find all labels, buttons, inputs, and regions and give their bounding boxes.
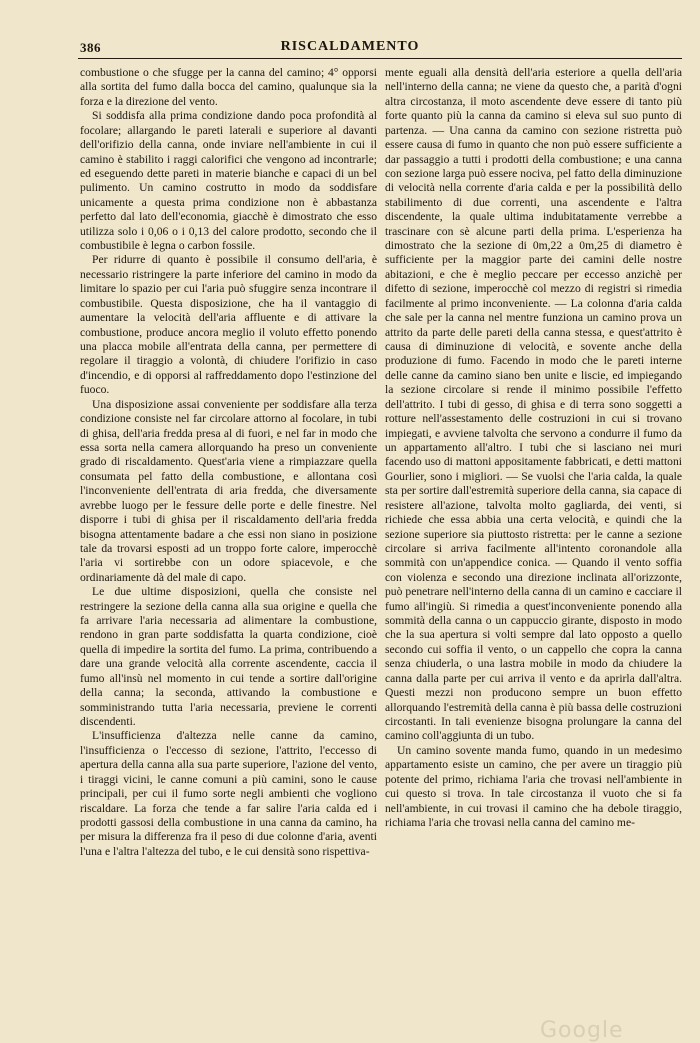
running-title: RISCALDAMENTO xyxy=(280,39,420,54)
paragraph: Una disposizione assai conveniente per soddisfare alla terza condizione consiste nel far circolare attorno al focolare, in tubi di ghisa, dell'aria fredda presa al di fuori, e nel far in modo che essa sorta nella camera allorquando ha preso un conveniente grado di riscaldamento. Quest'aria viene a rimpiazzare quella consumata pel fatto della combustione, e allontana così l'inconveniente dell'entrata di aria fredda, che diversamente avrebbe luogo per le fessure delle porte e delle finestre. Nel disporre i tubi di ghisa per il riscaldamento dell'aria fredda bisogna attentamente badare a che essi non siano in posizione tale da trovarsi esposti ad un troppo forte calore, imperocchè l'aria vi sortirebbe con un odore spiacevole, e che ordinariamente dà del male di capo. xyxy=(80,397,377,584)
paragraph: Un camino sovente manda fumo, quando in un medesimo appartamento esiste un camino, che per avere un tiraggio più potente del primo, richiama l'aria che trovasi nell'ambiente in cui questo si trova. In tale circostanza il vuoto che si fa nell'ambiente, in cui trovasi il camino che ha debole tiraggio, richiama l'aria che trovasi nella canna del camino me- xyxy=(385,743,682,829)
paragraph: Si soddisfa alla prima condizione dando poca profondità al focolare; allargando le pareti laterali e superiore al davanti dell'orifizio della canna, onde inviare nell'ambiente in cui il camino è stabilito i raggi calorifici che vengono ad incontrarle; ed eseguendo dette pareti in materie bianche e capaci di un bel pulimento. Un camino costrutto in modo da soddisfare unicamente a questa prima condizione non è abbastanza perfetto dal lato dell'economia, giacchè è dimostrato che esso utilizza solo i 0,06 o i 0,13 del calore prodotto, secondo che il combustibile è legna o carbon fossile. xyxy=(80,109,377,253)
paragraph: L'insufficienza d'altezza nelle canne da camino, l'insufficienza o l'eccesso di sezione, l'attrito, l'eccesso di apertura della canna alla sua parte superiore, l'azione del vento, i tiraggi vicini, le canne comuni a più camini, sono le cause principali, per cui il fumo sorte negli ambienti che vogliono riscaldare. La forza che tende a far salire l'aria calda ed i prodotti gassosi della combustione in una canna da camino, ha per misura la differenza fra il peso di due colonne d'aria, aventi l'una e l'altra l'altezza del tubo, e le cui densità sono rispettiva- xyxy=(80,729,377,858)
paragraph: combustione o che sfugge per la canna del camino; 4° opporsi alla sortita del fumo dalla bocca del camino, qualunque sia la forza e la direzione del vento. xyxy=(80,66,377,108)
paragraph: Per ridurre di quanto è possibile il consumo dell'aria, è necessario ristringere la parte inferiore del camino in modo da limitare lo spazio per cui l'aria può sfuggire senza incontrare il combustibile. Questa disposizione, che ha il vantaggio di aumentare la velocità dell'aria affluente e di attivare la combustione, produce ancora meglio il voluto effetto ponendo una placca mobile all'entrata della canna, per permettere di regolare il tiraggio a volontà, di chiudere l'orifizio in caso d'incendio, e di opporsi al raffreddamento dopo l'estinzione del fuoco. xyxy=(80,253,377,397)
page-number: 386 xyxy=(80,40,101,55)
watermark: Google xyxy=(540,1018,624,1043)
left-column xyxy=(80,66,377,859)
header-rule xyxy=(78,58,682,59)
paragraph: mente eguali alla densità dell'aria esteriore a quella dell'aria nell'interno della canna; ne viene da questo che, a parità d'ogni altra circostanza, il moto ascendente deve essere di tanto più forte quanto più la canna da camino si eleva sul suo punto di partenza. — Una canna da camino con sezione ristretta può essere causa di fumo in quanto che non può essere sufficiente a dar passaggio a tutti i prodotti della combustione; e una canna con sezione larga può essere nociva, pel fatto della diminuzione di velocità nella corrente d'aria calda e per la possibilità dello stabilimento di due correnti, una ascendente e l'altra discendente, la quale ultima indubitatamente verrebbe a trascinare con sè alcune parti della prima. L'esperienza ha dimostrato che la sezione di 0m,22 a 0m,25 di diametro è sufficiente per la maggior parte dei camini delle nostre abitazioni, e che è meglio peccare per eccesso anzichè per difetto di sezione, imperocchè col mezzo di registri si rimedia facilmente al primo inconveniente. — La colonna d'aria calda che sale per la canna nel mentre funziona un camino prova un attrito da parte delle pareti della canna stessa, e quest'attrito è causa di diminuzione di velocità, e sovente anche della produzione di fumo. Facendo in modo che le pareti interne delle canne da camino siano ben unite e liscie, ed impiegando la sezione circolare si rende il minimo possibile l'effetto dell'attrito. I tubi di gesso, di ghisa e di terra sono soggetti a rotture nell'assestamento delle costruzioni in cui si trovano impiegati, e avviene talvolta che servono a condurre il fumo da un appartamento all'altro. I tubi che si lasciano nei muri facendo uso di mattoni appositamente fabbricati, e detti mattoni Gourlier, sono i migliori. — Se vuolsi che l'aria calda, la quale sta per sortire dall'estremità superiore della canna, sia capace di resistere all'azione, talvolta molto gagliarda, dei venti, si richiede che essa abbia una certa velocità, e quindi che la sezione superiore sia piuttosto ristretta: per le canne a sezione circolare si arriva facilmente all'intento coronandole alla sommità con un'appendice conica. — Quando il vento soffia con violenza e secondo una direzione inclinata all'orizzonte, può penetrare nell'interno della canna di un camino e cacciare il fumo all'ingiù. Si rimedia a quest'inconveniente ponendo alla sommità della canna o un cappuccio girante, disposto in modo che la sua apertura si volti sempre dal lato opposto a quello secondo cui soffia il vento, o un cappello che copra la canna senza chiuderla, o una lastra mobile in modo da chiudere la canna dalla parte per cui arriva il vento e da aprirla dall'altra. Questi mezzi non producono sempre un buon effetto allorquando l'estremità della canna è più bassa delle costruzioni circostanti. In tali evenienze bisogna prolungare la canna del camino coll'aggiunta di un tubo. xyxy=(385,66,682,743)
paragraph: Le due ultime disposizioni, quella che consiste nel restringere la sezione della canna alla sua origine e quella che fa arrivare l'aria necessaria ad alimentare la combustione, rendono in gran parte soddisfatta la quarta condizione, cioè quella di impedire la sortita del fumo. La prima, contribuendo a dare una grande velocità alla corrente ascendente, caccia il fumo all'insù nel momento in cui tende a sortire dall'origine della canna; la seconda, attivando la combustione e somministrando tutta l'aria necessaria, previene le correnti discendenti. xyxy=(80,585,377,728)
right-column xyxy=(385,66,682,830)
